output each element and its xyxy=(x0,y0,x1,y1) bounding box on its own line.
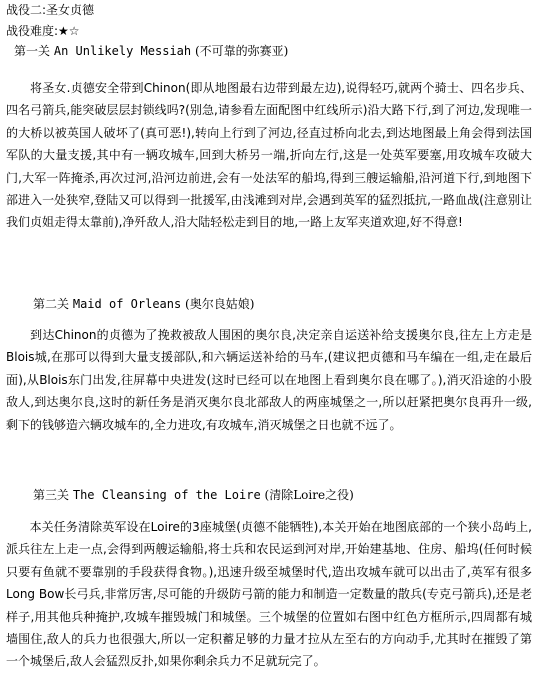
section-2-text: 到达Chinon的贞德为了挽救被敌人围困的奥尔良,决定亲自运送补给支援奥尔良,往左上方走是Blois城,在那可以得到大量支援部队,和六辆运送补给的马车,(建议把贞德和马车编在一组,走在最后面),从Blois东门出发,往屏幕中央进发(这时已经可以在地图上看到奥尔良在哪了。),消灭沿途的小股敌人,到达奥尔良,这时的新任务是消灭奥尔良北部敌人的两座城堡之一,所以赶紧把奥尔良再升一级,剩下的钱够造六辆攻城车的,全力进攻,有攻城车,消灭城堡之日也就不远了。 xyxy=(6,328,532,432)
section-2-title-en: Maid of Orleans xyxy=(72,297,182,311)
section-3-title-en: The Cleansing of the Loire xyxy=(72,488,261,502)
section-1-title-cn: (不可靠的弥赛亚) xyxy=(194,44,289,58)
section-2-title-cn: (奥尔良姑娘) xyxy=(185,297,255,311)
section-1-title-en: An Unlikely Messiah xyxy=(53,44,192,58)
section-3-title-cn: (清除Loire之役) xyxy=(264,488,354,502)
campaign-title: 战役二:圣女贞德 xyxy=(6,3,95,17)
section-2-heading xyxy=(33,295,254,312)
section-3-heading xyxy=(33,486,354,503)
difficulty-stars: ★☆ xyxy=(58,24,80,38)
difficulty-label: 战役难度: xyxy=(6,24,59,38)
difficulty-row xyxy=(6,24,80,38)
section-1-number: 第一关 xyxy=(14,44,51,58)
section-2-number: 第二关 xyxy=(33,297,70,311)
section-1-heading xyxy=(14,42,288,59)
section-3-number: 第三关 xyxy=(33,488,70,502)
section-3-text: 本关任务清除英军设在Loire的3座城堡(贞德不能牺牲),本关开始在地图底部的一个狭小岛屿上,派兵往左上走一点,会得到两艘运输船,将士兵和农民运到河对岸,开始建基地、住房、船坞(任何时候只要有鱼就不要靠别的手段获得食物。),迅速升级至城堡时代,造出攻城车就可以出击了,英军有很多Long Bow长弓兵,非常厉害,尽可能的升级防弓箭的能力和制造一定数量的散兵(专克弓箭兵),还是老样子,用其他兵种掩护,攻城车摧毁城门和城堡。三个城堡的位置如右图中红色方框所示,四周都有城墙围住,敌人的兵力也很强大,所以一定积蓄足够的力量才拉从左至右的方向动手,尤其时在摧毁了第一个城堡后,敌人会猛烈反扑,如果你剩余兵力不足就玩完了。 xyxy=(6,520,532,669)
section-1-body xyxy=(6,77,532,234)
section-1-text: 将圣女.贞德安全带到Chinon(即从地图最右边带到最左边),说得轻巧,就两个骑士、四名步兵、四名弓箭兵,能突破层层封锁线吗?(别急,请参看左面配图中红线所示)沿大路下行,到了河边,发现唯一的大桥以被英国人破坏了(真可恶!),转向上行到了河边,径直过桥向北去,到达地图最上角会得到法国军队的大量支援,其中有一辆攻城车,回到大桥另一端,折向左行,这是一处英军要塞,用攻城车攻破大门,大军一阵掩杀,再次过河,沿河边前进,会有一处法军的船坞,得到三艘运输船,沿河道下行,到地图下部进入一处狭窄,登陆又可以得到一批援军,由浅滩到对岸,会遇到英军的猛烈抵抗,一路血战(注意别让我们贞姐走得太靠前),净歼敌人,沿大陆轻松走到目的地,一路上友军夹道欢迎,好不得意! xyxy=(6,81,532,230)
section-2-body xyxy=(6,324,532,436)
section-3-body xyxy=(6,516,532,673)
